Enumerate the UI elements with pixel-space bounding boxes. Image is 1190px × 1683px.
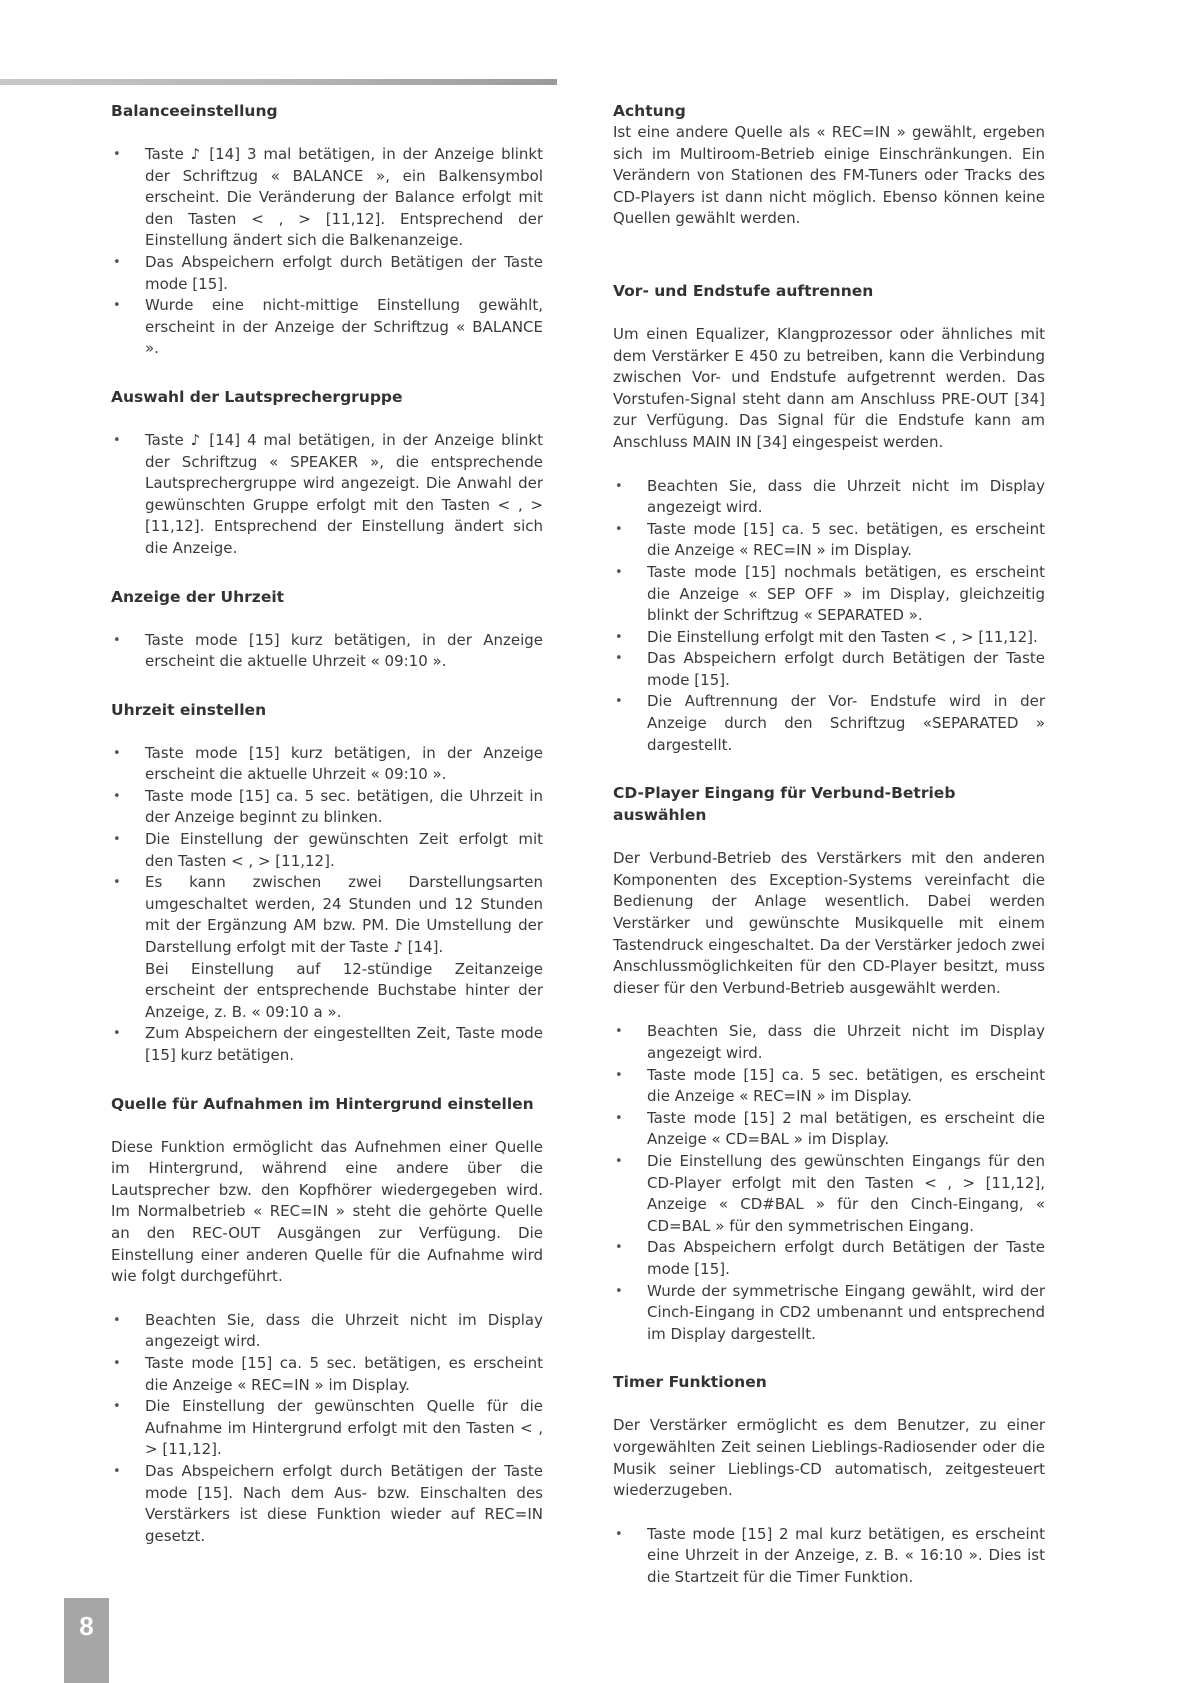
section-heading: Uhrzeit einstellen <box>111 700 267 719</box>
list-item: • Die Einstellung erfolgt mit den Tasten < , > [11,12]. <box>613 627 1045 649</box>
list-item <box>111 872 543 1023</box>
list-item: • Taste mode [15] 2 mal betätigen, es erscheint die Anzeige « CD=BAL » im Display. <box>613 1108 1045 1151</box>
section-heading: Achtung <box>613 102 686 120</box>
bullet-list <box>111 144 543 360</box>
list-item: • Taste ♪ [14] 4 mal betätigen, in der Anzeige blinkt der Schriftzug « SPEAKER », die entsprechende Lautsprechergruppe wird angezeigt. Die Anwahl der gewünschten Gruppe erfolgt mit den Tasten < , > [11,12]. Entsprechend der Einstellung ändert sich die Anzeige. <box>111 430 543 560</box>
section-background-recording <box>111 1093 543 1548</box>
section-intro: Der Verbund-Betrieb des Verstärkers mit den anderen Komponenten des Exception-Systems vereinfacht die Bedienung der Anlage wesentlich. Dabei werden Verstärker und gewünschte Musikquelle mit einem Tastendruck eingeschaltet. Da der Verstärker jedoch zwei Anschlussmöglichkeiten für den CD-Player besitzt, muss dieser für den Verbund-Betrieb ausgewählt werden. <box>613 849 1045 997</box>
list-item: • Wurde der symmetrische Eingang gewählt, wird der Cinch-Eingang in CD2 umbenannt und entsprechend im Display dargestellt. <box>613 1281 1045 1346</box>
bullet-list <box>111 1310 543 1548</box>
list-item: • Die Einstellung des gewünschten Eingangs für den CD-Player erfolgt mit den Tasten < , > [11,12], Anzeige « CD#BAL » für den Cinch-Eingang, « CD=BAL » für den symmetrischen Eingang. <box>613 1151 1045 1237</box>
list-item: • Beachten Sie, dass die Uhrzeit nicht im Display angezeigt wird. <box>111 1310 543 1353</box>
section-intro: Diese Funktion ermöglicht das Aufnehmen einer Quelle im Hintergrund, während eine andere über die Lautsprecher bzw. den Kopfhörer wiedergegeben wird. Im Normalbetrieb « REC=IN » steht die gehörte Quelle an den REC-OUT Ausgängen zur Verfügung. Die Einstellung einer anderen Quelle für die Aufnahme wird wie folgt durchgeführt. <box>111 1137 543 1286</box>
section-heading: Quelle für Aufnahmen im Hintergrund einstellen <box>111 1094 534 1113</box>
section-heading: Auswahl der Lautsprechergruppe <box>111 387 403 406</box>
section-heading: Timer Funktionen <box>613 1373 767 1392</box>
section-balance <box>111 100 543 360</box>
list-item: • Taste ♪ [14] 3 mal betätigen, in der Anzeige blinkt der Schriftzug « BALANCE », ein Balkensymbol erscheint. Die Veränderung der Balance erfolgt mit den Tasten < , > [11,12]. Entsprechend der Einstellung ändert sich die Balkenanzeige. <box>111 144 543 252</box>
section-speaker-group <box>111 386 543 560</box>
section-cd-input <box>613 782 1045 1345</box>
bullet-list <box>111 743 543 1067</box>
list-item: • Taste mode [15] 2 mal kurz betätigen, es erscheint eine Uhrzeit in der Anzeige, z. B. « 16:10 ». Dies ist die Startzeit für die Timer Funktion. <box>613 1524 1045 1589</box>
list-item: • Zum Abspeichern der eingestellten Zeit, Taste mode [15] kurz betätigen. <box>111 1023 543 1066</box>
list-item-note: Bei Einstellung auf 12-stündige Zeitanzeige erscheint der entsprechende Buchstabe hinter der Anzeige, z. B. « 09:10 a ». <box>145 959 543 1021</box>
list-item: • Taste mode [15] ca. 5 sec. betätigen, es erscheint die Anzeige « REC=IN » im Display. <box>613 1065 1045 1108</box>
list-item: • Taste mode [15] kurz betätigen, in der Anzeige erscheint die aktuelle Uhrzeit « 09:10 ». <box>111 743 543 786</box>
bullet-list <box>613 1524 1045 1589</box>
section-heading: Anzeige der Uhrzeit <box>111 587 285 606</box>
section-heading: CD-Player Eingang für Verbund-Betrieb auswählen <box>613 784 956 825</box>
list-item: • Taste mode [15] nochmals betätigen, es erscheint die Anzeige « SEP OFF » im Display, gleichzeitig blinkt der Schriftzug « SEPARATED ». <box>613 562 1045 627</box>
section-intro: Der Verstärker ermöglicht es dem Benutzer, zu einer vorgewählten Zeit seinen Lieblings-Radiosender oder die Musik seiner Lieblings-CD automatisch, zeitgesteuert wiederzugeben. <box>613 1416 1045 1500</box>
list-item: • Das Abspeichern erfolgt durch Betätigen der Taste mode [15]. <box>111 252 543 295</box>
bullet-list <box>111 630 543 673</box>
list-item: • Taste mode [15] ca. 5 sec. betätigen, es erscheint die Anzeige « REC=IN » im Display. <box>111 1353 543 1396</box>
list-item: • Taste mode [15] ca. 5 sec. betätigen, es erscheint die Anzeige « REC=IN » im Display. <box>613 519 1045 562</box>
section-warning <box>613 100 1045 230</box>
page-number: 8 <box>64 1598 109 1683</box>
list-item: • Die Einstellung der gewünschten Zeit erfolgt mit den Tasten < , > [11,12]. <box>111 829 543 872</box>
bullet-list <box>111 430 543 560</box>
list-item: • Taste mode [15] kurz betätigen, in der Anzeige erscheint die aktuelle Uhrzeit « 09:10 ». <box>111 630 543 673</box>
list-item: • Die Einstellung der gewünschten Quelle für die Aufnahme im Hintergrund erfolgt mit den Tasten < , > [11,12]. <box>111 1396 543 1461</box>
section-timer <box>613 1371 1045 1588</box>
list-item: • Die Auftrennung der Vor- Endstufe wird in der Anzeige durch den Schriftzug «SEPARATED » dargestellt. <box>613 691 1045 756</box>
section-pre-power-split <box>613 280 1045 756</box>
list-item: • Taste mode [15] ca. 5 sec. betätigen, die Uhrzeit in der Anzeige beginnt zu blinken. <box>111 786 543 829</box>
bullet-list <box>613 476 1045 757</box>
list-item: • Beachten Sie, dass die Uhrzeit nicht im Display angezeigt wird. <box>613 1021 1045 1064</box>
section-intro: Um einen Equalizer, Klangprozessor oder ähnliches mit dem Verstärker E 450 zu betreiben, kann die Verbindung zwischen Vor- und Endstufe aufgetrennt werden. Das Vorstufen-Signal steht dann am Anschluss PRE-OUT [34] zur Verfügung. Das Signal für die Endstufe kann am Anschluss MAIN IN [34] eingespeist werden. <box>613 324 1045 451</box>
section-heading: Balanceeinstellung <box>111 102 278 120</box>
list-item: • Das Abspeichern erfolgt durch Betätigen der Taste mode [15]. <box>613 648 1045 691</box>
bullet-list <box>613 1021 1045 1345</box>
right-column <box>613 100 1045 1614</box>
list-item: • Wurde eine nicht-mittige Einstellung gewählt, erscheint in der Anzeige der Schriftzug « BALANCE ». <box>111 295 543 360</box>
left-column <box>111 100 543 1573</box>
list-item-text: • Es kann zwischen zwei Darstellungsarten umgeschaltet werden, 24 Stunden und 12 Stunden mit der Ergänzung AM bzw. PM. Die Umstellung der Darstellung erfolgt mit der Taste ♪ [14]. <box>145 873 543 957</box>
list-item: • Beachten Sie, dass die Uhrzeit nicht im Display angezeigt wird. <box>613 476 1045 519</box>
section-clock-display <box>111 586 543 673</box>
list-item: • Das Abspeichern erfolgt durch Betätigen der Taste mode [15]. <box>613 1237 1045 1280</box>
section-heading: Vor- und Endstufe auftrennen <box>613 281 874 300</box>
list-item: • Das Abspeichern erfolgt durch Betätigen der Taste mode [15]. Nach dem Aus- bzw. Einschalten des Verstärkers ist diese Funktion wieder auf REC=IN gesetzt. <box>111 1461 543 1547</box>
top-rule <box>0 79 557 85</box>
warning-text: Ist eine andere Quelle als « REC=IN » gewählt, ergeben sich im Multiroom-Betrieb einige Einschränkungen. Ein Verändern von Stationen des FM-Tuners oder Tracks des CD-Players ist dann nicht möglich. Ebenso können keine Quellen gewählt werden. <box>613 123 1045 228</box>
section-clock-set <box>111 699 543 1067</box>
